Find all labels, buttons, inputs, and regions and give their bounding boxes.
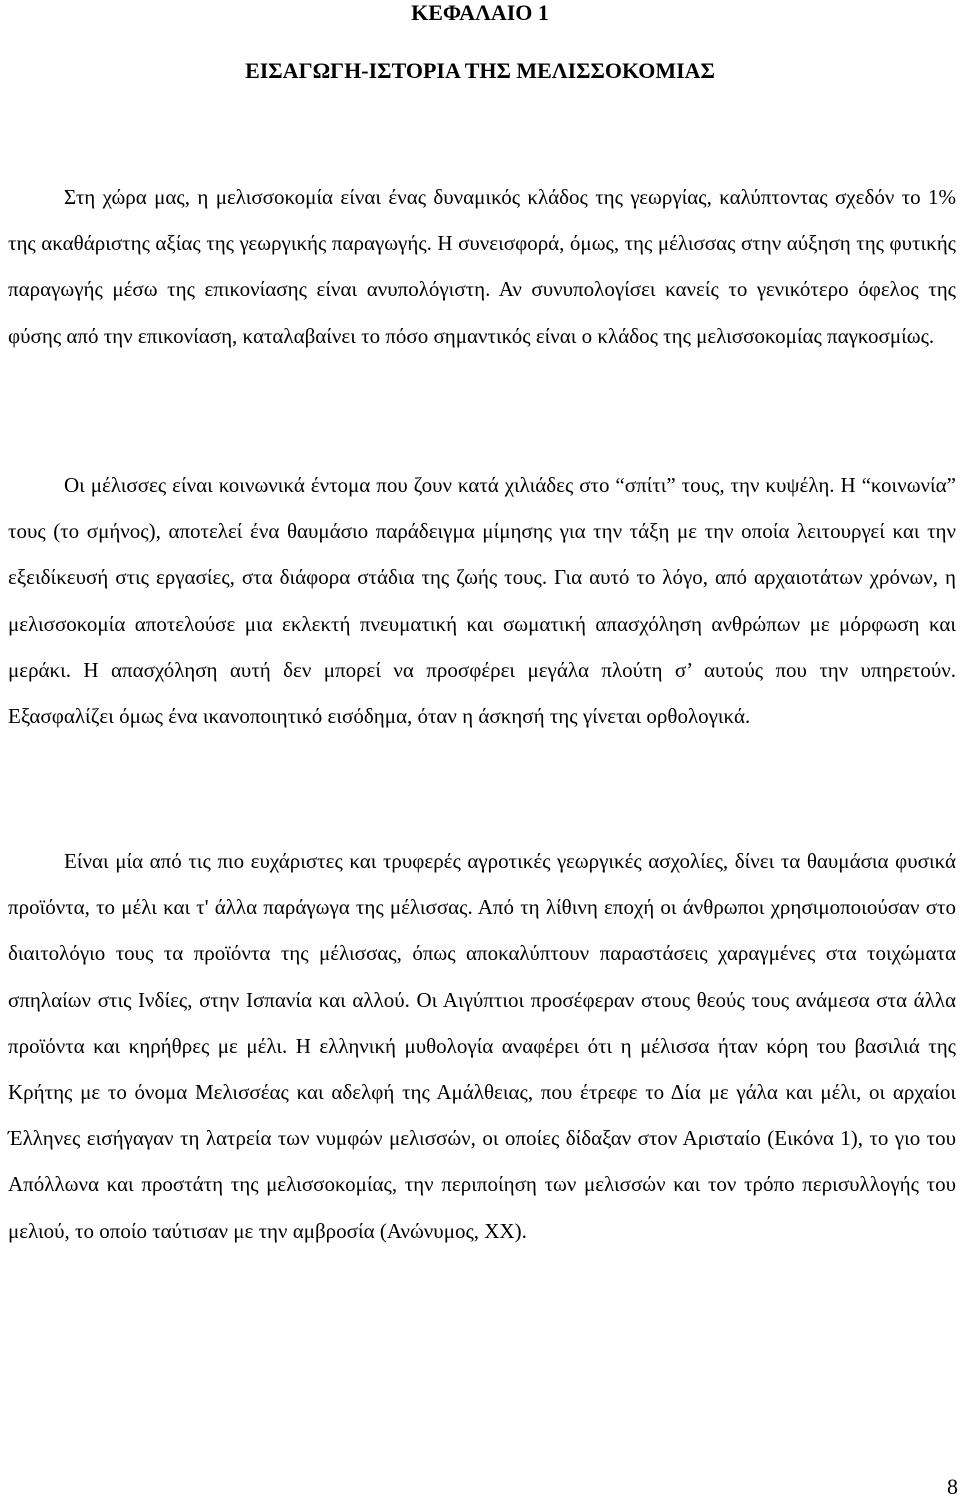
paragraph-block-3 (8, 838, 956, 1254)
chapter-title: ΕΙΣΑΓΩΓΗ-ΙΣΤΟΡΙΑ ΤΗΣ ΜΕΛΙΣΣΟΚΟΜΙΑΣ (245, 58, 715, 83)
paragraph: Στη χώρα μας, η μελισσοκομία είναι ένας δυναμικός κλάδος της γεωργίας, καλύπτοντας σχεδόν το 1% της ακαθάριστης αξίας της γεωργικής παραγωγής. Η συνεισφορά, όμως, της μέλισσας στην αύξηση της φυτικής παραγωγής μέσω της επικονίασης είναι ανυπολόγιστη. Αν συνυπολογίσει κανείς το γενικότερο όφελος της φύσης από την επικονίαση, καταλαβαίνει το πόσο σημαντικός είναι ο κλάδος της μελισσοκομίας παγκοσμίως. (8, 185, 956, 348)
paragraph-block-1 (8, 174, 956, 359)
paragraph: Είναι μία από τις πιο ευχάριστες και τρυφερές αγροτικές γεωργικές ασχολίες, δίνει τα θαυμάσια φυσικά προϊόντα, το μέλι και τ' άλλα παράγωγα της μέλισσας. Από τη λίθινη εποχή οι άνθρωποι χρησιμοποιούσαν στο διαιτολόγιο τους τα προϊόντα της μέλισσας, όπως αποκαλύπτουν παραστάσεις χαραγμένες στα τοιχώματα σπηλαίων στις Ινδίες, στην Ισπανία και αλλού. Οι Αιγύπτιοι προσέφεραν στους θεούς τους ανάμεσα στα άλλα προϊόντα και κηρήθρες με μέλι. Η ελληνική μυθολογία αναφέρει ότι η μέλισσα ήταν κόρη του βασιλιά της Κρήτης με το όνομα Μελισσέας και αδελφή της Αμάλθειας, που έτρεφε το Δία με γάλα και μέλι, οι αρχαίοι Έλληνες εισήγαγαν τη λατρεία των νυμφών μελισσών, οι οποίες δίδαξαν στον Αρισταίο (Εικόνα 1), το γιο του Απόλλωνα και προστάτη της μελισσοκομίας, την περιποίηση των μελισσών και τον τρόπο περισυλλογής του μελιού, το οποίο ταύτισαν με την αμβροσία (Ανώνυμος, ΧΧ). (8, 849, 956, 1243)
page-number: 8 (947, 1474, 958, 1499)
paragraph-block-2 (8, 462, 956, 739)
chapter-number: ΚΕΦΑΛΑΙΟ 1 (411, 0, 549, 25)
paragraph: Οι μέλισσες είναι κοινωνικά έντομα που ζουν κατά χιλιάδες στο “σπίτι” τους, την κυψέλη. Η “κοινωνία” τους (το σμήνος), αποτελεί ένα θαυμάσιο παράδειγμα μίμησης για την τάξη με την οποία λειτουργεί και την εξειδίκευσή στις εργασίες, στα διάφορα στάδια της ζωής τους. Για αυτό το λόγο, από αρχαιοτάτων χρόνων, η μελισσοκομία αποτελούσε μια εκλεκτή πνευματική και σωματική απασχόληση ανθρώπων με μόρφωση και μεράκι. Η απασχόληση αυτή δεν μπορεί να προσφέρει μεγάλα πλούτη σ’ αυτούς που την υπηρετούν. Εξασφαλίζει όμως ένα ικανοποιητικό εισόδημα, όταν η άσκησή της γίνεται ορθολογικά. (8, 473, 956, 729)
